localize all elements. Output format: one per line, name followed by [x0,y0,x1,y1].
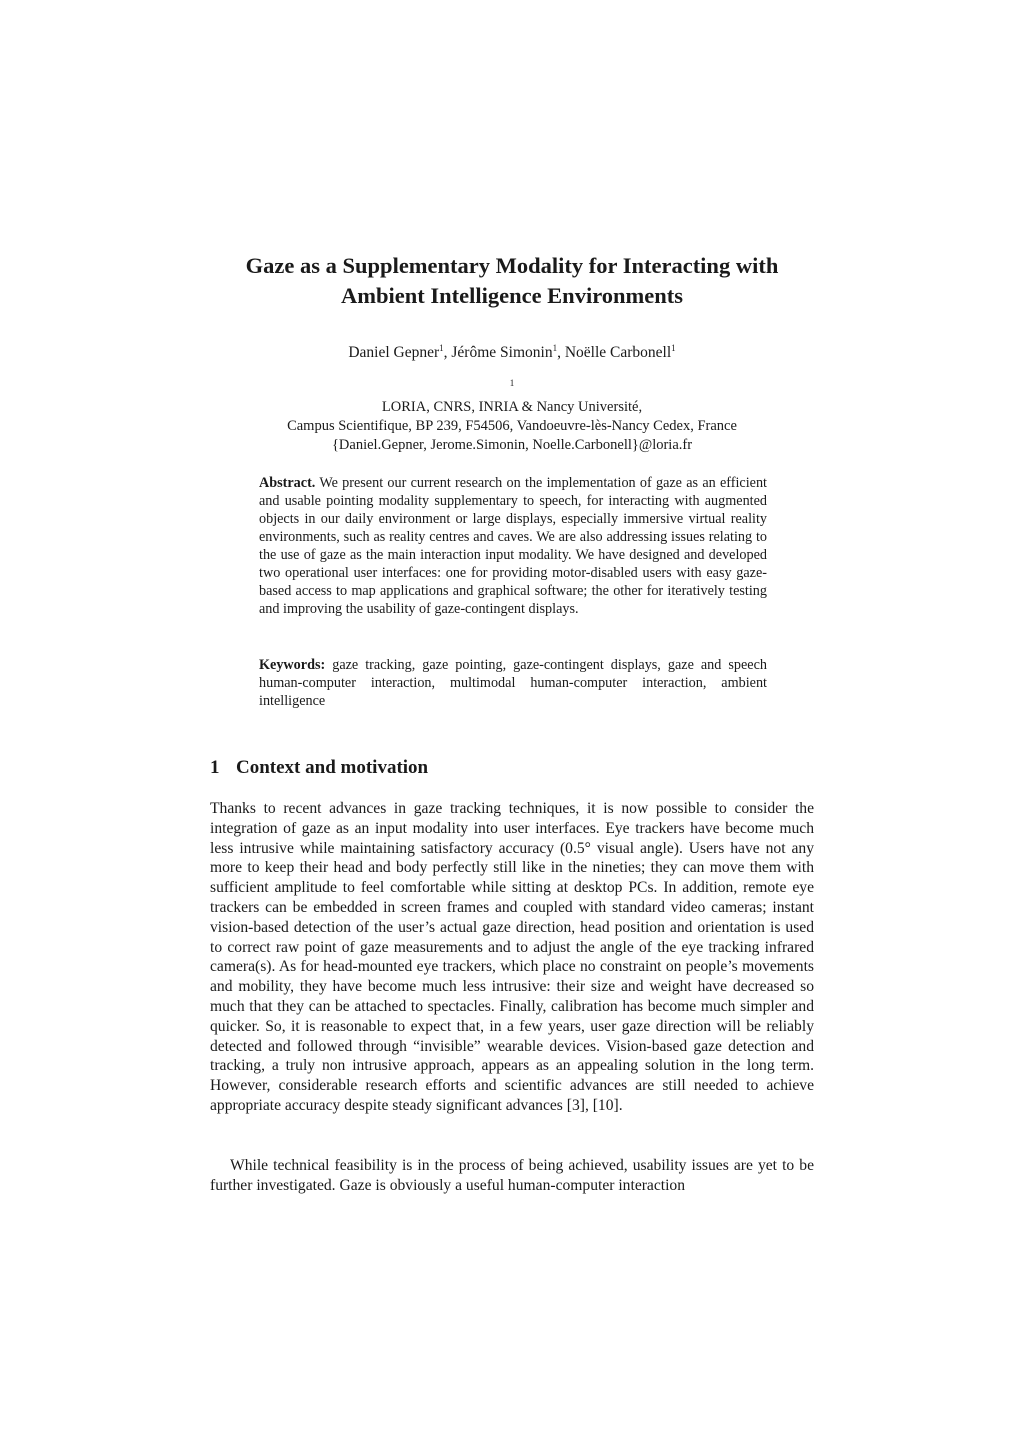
author-separator: , [557,344,565,361]
section-title: Context and motivation [236,757,429,778]
author-name: Jérôme Simonin [451,344,553,361]
affiliation-institution: LORIA, CNRS, INRIA & Nancy Université, [381,399,643,415]
author-affiliation-mark: 1 [671,343,676,353]
affiliation-line-1 [150,379,874,417]
author-list [150,343,874,363]
keywords-text: gaze tracking, gaze pointing, gaze-contingent displays, gaze and speech human-computer interaction, multimodal human-computer interaction, ambient intelligence [259,657,767,709]
paper-title [150,251,874,311]
keywords-label: Keywords: [259,657,326,673]
author-name: Noëlle Carbonell [564,344,672,361]
author-separator: , [443,344,452,361]
title-line-2: Ambient Intelligence Environments [340,283,684,308]
affiliation-mark: 1 [509,378,515,388]
author-name: Daniel Gepner [348,344,440,361]
title-line-1: Gaze as a Supplementary Modality for Interacting with [245,253,779,278]
keywords [259,656,767,710]
affiliation-emails: {Daniel.Gepner, Jerome.Simonin, Noelle.Carbonell}@loria.fr [331,437,693,453]
abstract [259,474,767,618]
abstract-text: We present our current research on the implementation of gaze as an efficient and usable pointing modality supplementary to speech, for interacting with augmented objects in our daily environment or large displays, especially immersive virtual reality environments, such as reality centres and caves. We are also addressing issues relating to the use of gaze as the main interaction input modality. We have designed and developed two operational user interfaces: one for providing motor-disabled users with easy gaze-based access to map applications and graphical software; the other for iteratively testing and improving the usability of gaze-contingent displays. [259,475,767,617]
affiliation-address: Campus Scientifique, BP 239, F54506, Vandoeuvre-lès-Nancy Cedex, France [287,418,737,434]
body-paragraph: While technical feasibility is in the process of being achieved, usability issues are yet to be further investigated. Gaze is obviously a useful human-computer interaction [210,1157,814,1194]
section-number: 1 [210,757,220,778]
author-affiliation-mark: 1 [439,343,444,353]
section-heading [210,756,428,780]
abstract-label: Abstract. [259,475,316,491]
author-affiliation-mark: 1 [552,343,558,353]
affiliation-block [150,379,874,455]
body-paragraph: Thanks to recent advances in gaze tracking techniques, it is now possible to consider the integration of gaze as an input modality into user interfaces. Eye trackers have become much less intrusive while maintaining satisfactory accuracy (0.5° visual angle). Users have not any more to keep their head and body perfectly still like in the nineties; they can move them with sufficient amplitude to feel comfortable while sitting at desktop PCs. In addition, remote eye trackers can be embedded in screen frames and coupled with standard video cameras; instant vision-based detection of the user’s actual gaze direction, head position and orientation is used to correct raw point of gaze measurements and to adjust the angle of the eye tracking infrared camera(s). As for head-mounted eye trackers, which place no constraint on people’s movements and mobility, they have become much less intrusive: their size and weight have decreased so much that they can be attached to spectacles. Finally, calibration has become much simpler and quicker. So, it is reasonable to expect that, in a few years, user gaze direction will be reliably detected and followed through “invisible” wearable devices. Vision-based gaze detection and tracking, a truly non intrusive approach, appears as an appealing solution in the long term. However, considerable research efforts and scientific advances are still needed to achieve appropriate accuracy despite steady significant advances [3], [10]. [210,800,814,1114]
